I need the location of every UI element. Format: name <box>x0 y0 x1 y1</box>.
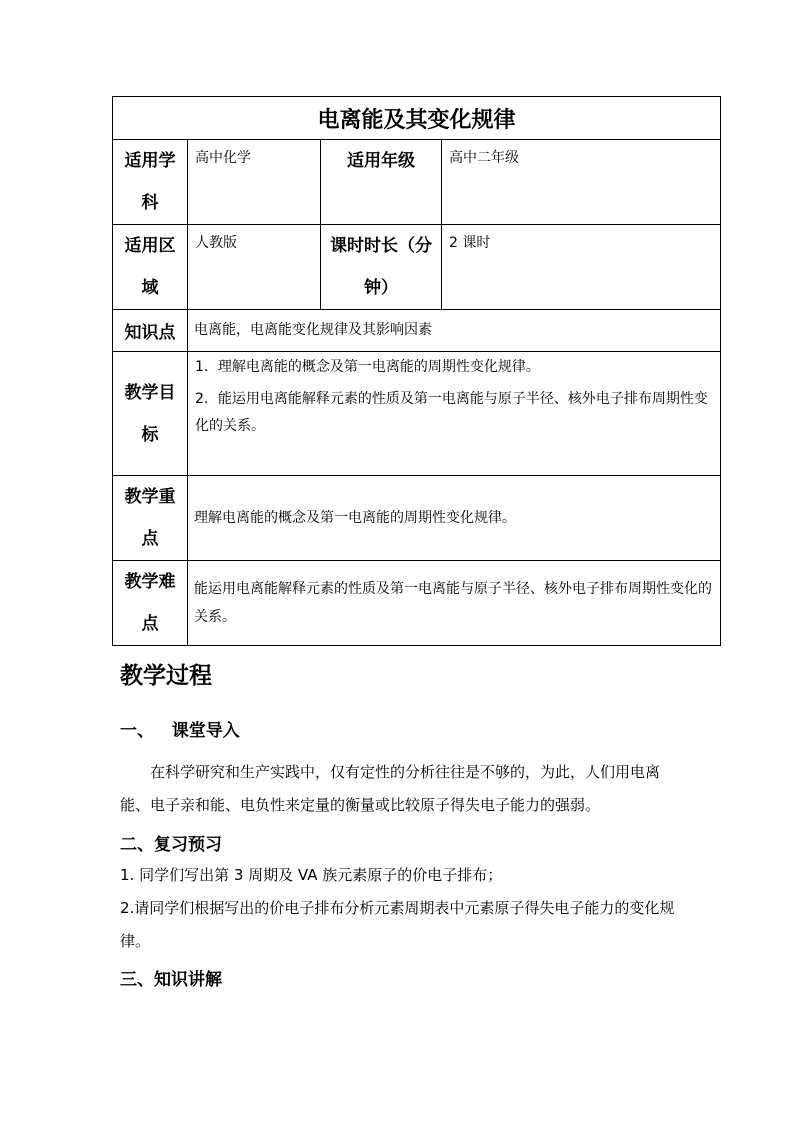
section1-heading: 一、 课堂导入 <box>120 721 240 741</box>
region-label: 适用区域 <box>113 225 188 310</box>
subject-label: 适用学科 <box>113 140 188 225</box>
section2-heading: 二、复习预习 <box>120 835 222 855</box>
knowledge-value: 电离能，电离能变化规律及其影响因素 <box>188 310 721 352</box>
lesson-info-table <box>112 96 721 646</box>
goal-item-2: 2．能运用电离能解释元素的性质及第一电离能与原子半径、核外电子排布周期性变化的关系。 <box>195 391 708 434</box>
difficulties-value: 能运用电离能解释元素的性质及第一电离能与原子半径、核外电子排布周期性变化的关系。 <box>188 561 721 646</box>
knowledge-label: 知识点 <box>113 310 188 352</box>
key-points-label: 教学重点 <box>113 476 188 561</box>
duration-label: 课时时长（分钟） <box>321 225 442 310</box>
grade-value: 高中二年级 <box>442 140 721 225</box>
goals-cell <box>188 352 721 476</box>
goals-label: 教学目标 <box>113 352 188 476</box>
duration-value: 2 课时 <box>442 225 721 310</box>
difficulties-label: 教学难点 <box>113 561 188 646</box>
subject-value: 高中化学 <box>188 140 321 225</box>
section2-item-2: 2.请同学们根据写出的价电子排布分析元素周期表中元素原子得失电子能力的变化规律。 <box>120 899 675 950</box>
section3-heading: 三、知识讲解 <box>120 970 222 990</box>
grade-label: 适用年级 <box>321 140 442 225</box>
lesson-title: 电离能及其变化规律 <box>113 97 721 140</box>
key-points-value: 理解电离能的概念及第一电离能的周期性变化规律。 <box>188 476 721 561</box>
region-value: 人教版 <box>188 225 321 310</box>
section2-item-1: 1. 同学们写出第 3 周期及 VA 族元素原子的价电子排布； <box>120 866 503 884</box>
process-heading: 教学过程 <box>120 663 212 689</box>
goal-item-1: 1．理解电离能的概念及第一电离能的周期性变化规律。 <box>195 359 540 375</box>
section1-paragraph: 在科学研究和生产实践中，仅有定性的分析往往是不够的，为此，人们用电离能、电子亲和能、电负性来定量的衡量或比较原子得失电子能力的强弱。 <box>120 763 661 814</box>
